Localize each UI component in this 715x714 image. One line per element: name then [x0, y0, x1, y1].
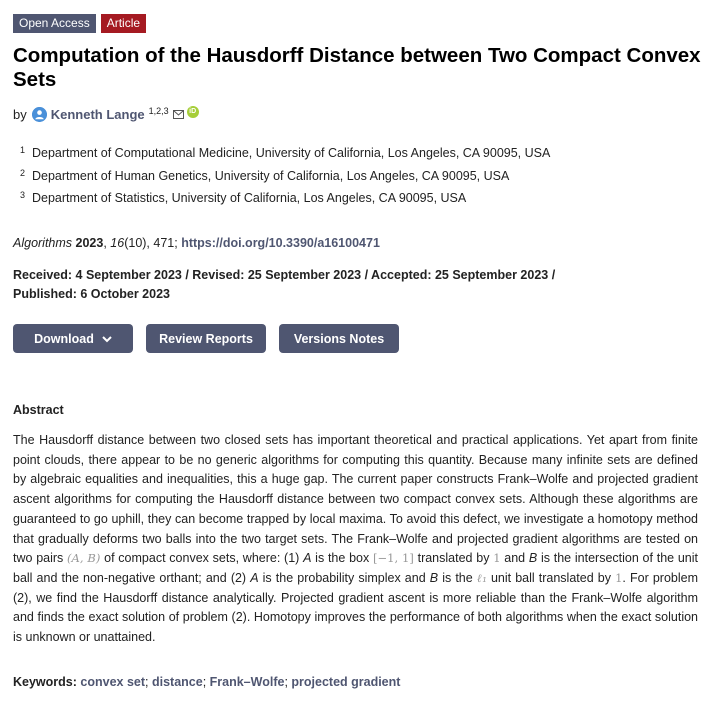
citation-issue-pages: (10), 471; — [124, 236, 182, 250]
affiliation-1 — [20, 146, 550, 169]
abstract-text — [13, 431, 698, 648]
abstract-segment: is the — [438, 570, 477, 585]
affiliation-number: 1 — [20, 145, 26, 155]
download-label: Download — [34, 331, 94, 346]
abstract-segment: is the probability simplex and — [258, 570, 430, 585]
affiliation-text: Department of Human Genetics, University of California, Los Angeles, CA 90095, USA — [32, 168, 510, 183]
journal-name: Algorithms — [13, 236, 73, 250]
math-var: B — [528, 551, 538, 566]
keyword-separator: ; — [145, 675, 152, 689]
math-one: 1 — [493, 551, 501, 566]
abstract-segment: is the box — [311, 551, 373, 566]
abstract-segment: translated by — [413, 551, 494, 566]
byline — [13, 107, 199, 122]
math-var: B — [429, 570, 439, 585]
article-type-badge: Article — [101, 14, 146, 33]
abstract-segment: The Hausdorff distance between two closed sets has important theoretical and practical applications. Yet apart from finite point clouds, there appear to be no generic algorithms for computing this quantity. Because many infinite sets are defined by algebraic equalities and inequalities, this a huge gap. The current paper constructs Frank–Wolfe and projected gradient ascent algorithms for computing the Hausdorff distance between two compact convex sets. Although these algorithms are guaranteed to go uphill, they can become trapped by local maxima. To avoid this defect, we investigate a homotopy method that gradually deforms two balls into the two target sets. The Frank–Wolfe and projected gradient algorithms are tested on two pairs — [13, 433, 698, 566]
citation-year: 2023 — [75, 236, 104, 250]
review-reports-button[interactable]: Review Reports — [146, 324, 266, 353]
keywords-label: Keywords: — [13, 675, 77, 689]
keyword-link[interactable]: convex set — [80, 675, 146, 689]
abstract-segment: . For problem (2), we find the Hausdorff distance analytically. Projected gradient ascent is more reliable than the Frank–Wolfe algorithm and finds the exact solution of problem (2). Homotopy improves the performance of both algorithms when the exact solution is unknown or unattained. — [13, 570, 698, 645]
affiliation-text: Department of Statistics, University of California, Los Angeles, CA 90095, USA — [32, 191, 467, 205]
open-access-badge[interactable]: Open Access — [13, 14, 96, 33]
keywords — [13, 675, 400, 689]
affiliations — [20, 146, 550, 214]
dates-line-2: Published: 6 October 2023 — [13, 287, 170, 301]
abstract-segment: of compact convex sets, where: (1) — [100, 551, 304, 566]
affiliation-3 — [20, 191, 550, 214]
person-icon[interactable] — [32, 107, 47, 122]
math-one: 1 — [615, 570, 623, 585]
citation-volume: 16 — [110, 236, 125, 250]
download-button[interactable] — [13, 324, 133, 353]
abstract-segment: and — [500, 551, 529, 566]
affiliation-number: 3 — [20, 190, 26, 200]
orcid-icon[interactable]: iD — [187, 106, 199, 118]
math-box: [−1, 1] — [373, 551, 414, 566]
affiliation-number: 2 — [20, 167, 26, 178]
author-name[interactable]: Kenneth Lange — [50, 107, 145, 122]
mail-icon[interactable] — [173, 107, 184, 122]
article-title: Computation of the Hausdorff Distance between Two Compact Convex Sets — [13, 44, 701, 91]
math-l1: ℓ₁ — [476, 570, 487, 585]
dates-line-1: Received: 4 September 2023 / Revised: 25 September 2023 / Accepted: 25 September 2023 / — [13, 268, 556, 282]
chevron-down-icon — [102, 332, 112, 346]
math-var: A — [303, 551, 312, 566]
abstract-heading: Abstract — [13, 403, 64, 417]
author-affiliation-refs[interactable]: 1,2,3 — [148, 105, 169, 116]
abstract-segment: unit ball translated by — [486, 570, 616, 585]
keyword-separator: ; — [284, 675, 292, 689]
keyword-link[interactable]: Frank–Wolfe — [209, 675, 285, 689]
doi-link[interactable]: https://doi.org/10.3390/a16100471 — [181, 236, 380, 250]
abstract-segment: is the intersection of the unit ball and the non-negative orthant; and (2) — [13, 551, 699, 585]
math-pair: (A, B) — [67, 551, 101, 566]
citation: Algorithms 2023, 16(10), 471; https://doi.org/10.3390/a16100471 — [13, 236, 380, 250]
action-buttons — [13, 324, 399, 353]
publication-dates — [13, 266, 703, 304]
keyword-separator: ; — [202, 675, 210, 689]
math-var: A — [250, 570, 259, 585]
affiliation-2 — [20, 169, 550, 192]
keyword-link[interactable]: distance — [151, 675, 203, 689]
versions-notes-button[interactable]: Versions Notes — [279, 324, 399, 353]
keyword-link[interactable]: projected gradient — [291, 675, 401, 689]
by-label: by — [13, 107, 27, 122]
badges — [13, 14, 146, 33]
affiliation-text: Department of Computational Medicine, University of California, Los Angeles, CA 90095, USA — [32, 146, 551, 160]
